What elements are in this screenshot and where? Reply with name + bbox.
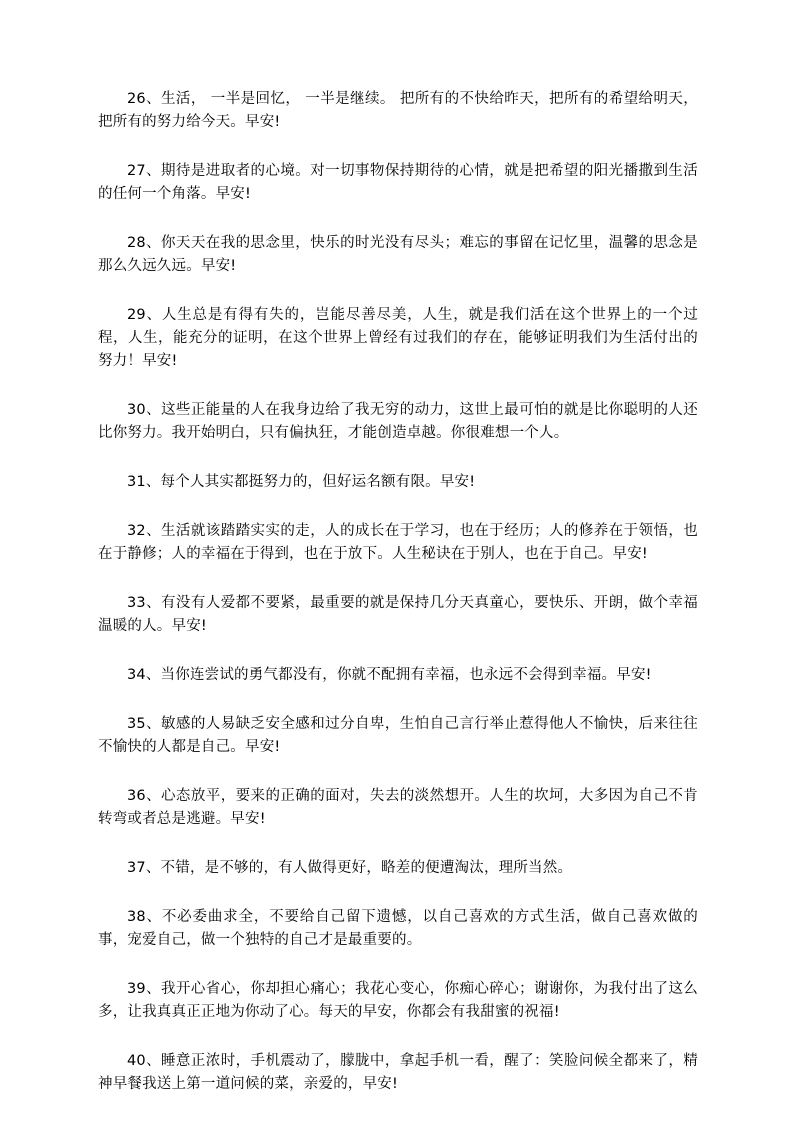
paragraph-26: 26、生活， 一半是回忆， 一半是继续。 把所有的不快给昨天，把所有的希望给明天， 把所有的努力给今天。早安! [98, 91, 698, 130]
paragraph-35: 35、敏感的人易缺乏安全感和过分自卑，生怕自己言行举止惹得他人不愉快，后来往往不愉快的人都是自己。早安! [98, 716, 698, 755]
paragraph-28: 28、你天天在我的思念里，快乐的时光没有尽头；难忘的事留在记忆里，温馨的思念是那么久远久远。早安! [98, 235, 698, 274]
paragraph-27: 27、期待是进取者的心境。对一切事物保持期待的心情，就是把希望的阳光播撒到生活的任何一个角落。早安! [98, 163, 698, 202]
paragraph-31: 31、每个人其实都挺努力的，但好运名额有限。早安! [127, 474, 476, 490]
paragraph-33: 33、有没有人爱都不要紧，最重要的就是保持几分天真童心，要快乐、开朗，做个幸福温暖的人。早安! [98, 595, 698, 634]
paragraph-36: 36、心态放平，要来的正确的面对，失去的淡然想开。人生的坎坷，大多因为自己不肯转弯或者总是逃避。早安! [98, 788, 698, 827]
paragraph-40: 40、睡意正浓时，手机震动了，朦胧中，拿起手机一看，醒了：笑脸问候全都来了，精神早餐我送上第一道问候的菜，亲爱的，早安! [98, 1053, 698, 1092]
paragraph-34: 34、当你连尝试的勇气都没有，你就不配拥有幸福，也永远不会得到幸福。早安! [127, 667, 652, 683]
paragraph-38: 38、不必委曲求全，不要给自己留下遗憾，以自己喜欢的方式生活，做自己喜欢做的事，宠爱自己，做一个独特的自己才是最重要的。 [98, 909, 698, 948]
paragraph-37: 37、不错，是不够的，有人做得更好，略差的便遭淘汰，理所当然。 [127, 860, 573, 876]
paragraph-29: 29、人生总是有得有失的，岂能尽善尽美，人生，就是我们活在这个世界上的一个过程，人生，能充分的证明，在这个世界上曾经有过我们的存在，能够证明我们为生活付出的努力！早安! [98, 307, 698, 369]
paragraph-30: 30、这些正能量的人在我身边给了我无穷的动力，这世上最可怕的就是比你聪明的人还比你努力。我开始明白，只有偏执狂，才能创造卓越。你很难想一个人。 [98, 402, 698, 441]
paragraph-32: 32、生活就该踏踏实实的走，人的成长在于学习，也在于经历；人的修养在于领悟，也在于静修；人的幸福在于得到，也在于放下。人生秘诀在于别人，也在于自己。早安! [98, 523, 698, 562]
paragraph-39: 39、我开心省心，你却担心痛心；我花心变心，你痴心碎心；谢谢你，为我付出了这么多，让我真真正正地为你动了心。每天的早安，你都会有我甜蜜的祝福! [98, 981, 698, 1020]
